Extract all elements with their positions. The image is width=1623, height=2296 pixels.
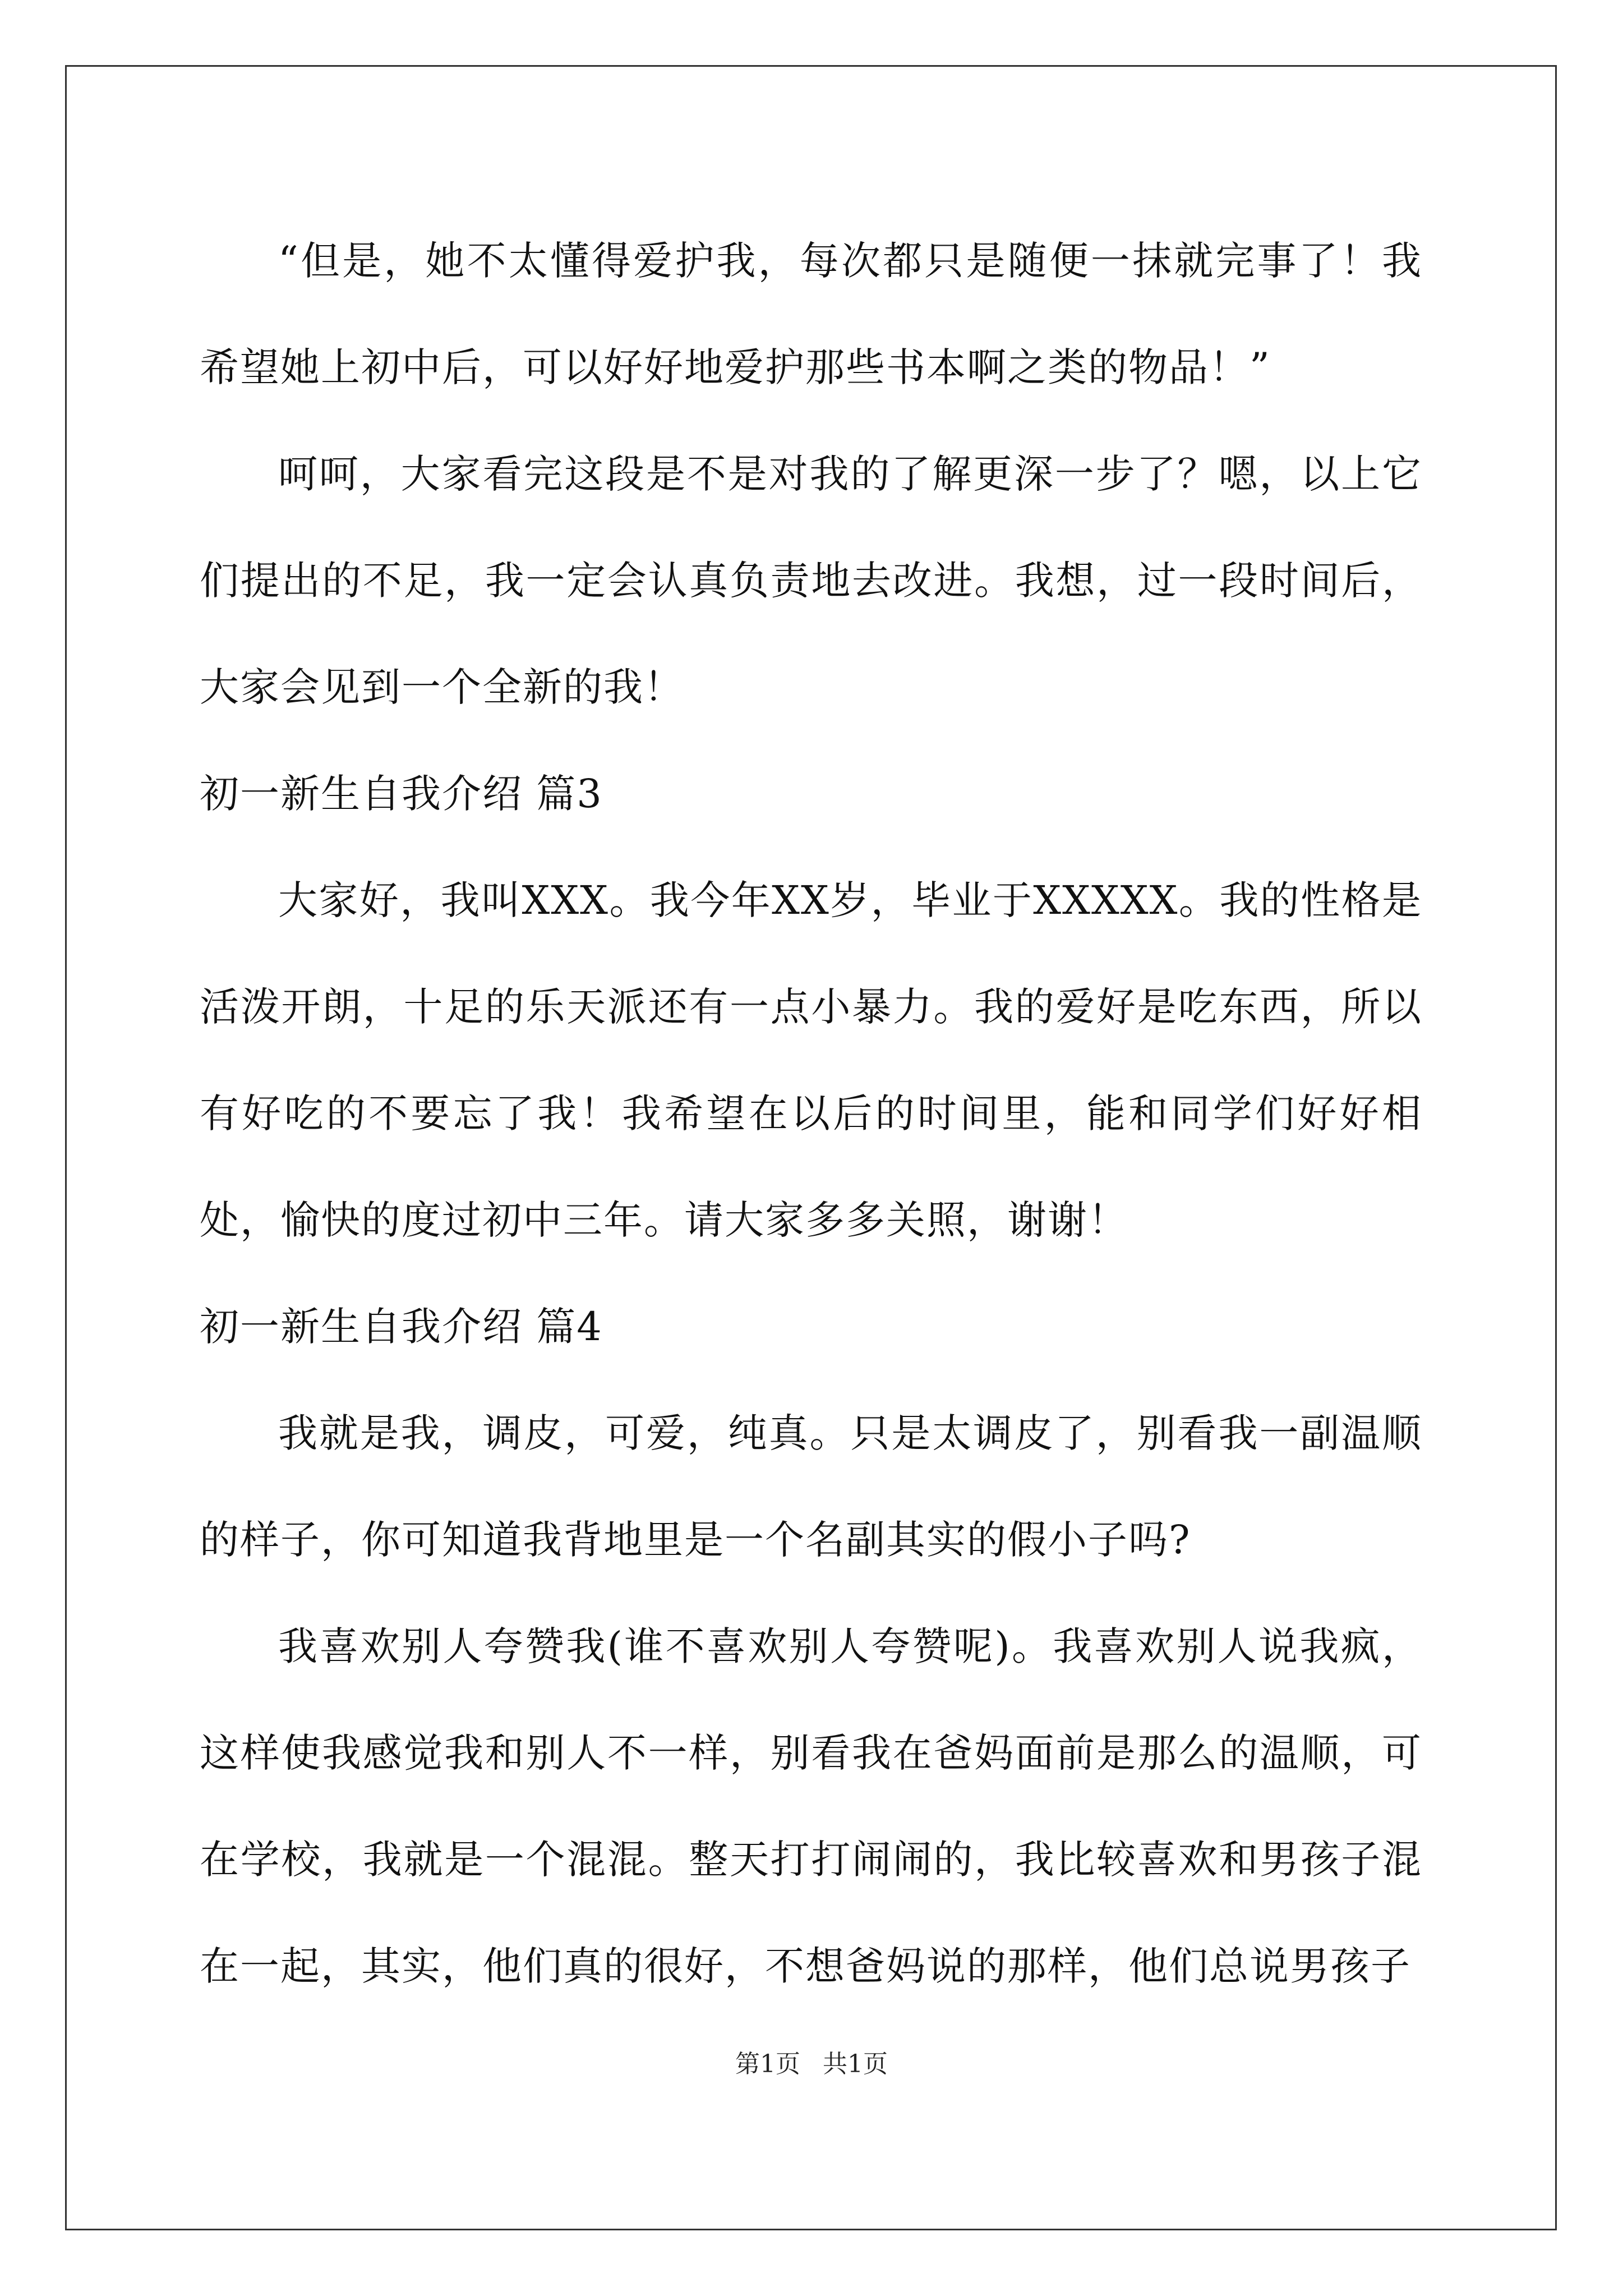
section-heading: 初一新生自我介绍 篇4 xyxy=(200,1304,603,1350)
paragraph: “但是，她不太懂得爱护我，每次都只是随便一抹就完事了！我希望她上初中后，可以好好地爱护那些书本啊之类的物品！” xyxy=(200,238,1422,390)
paragraph: 大家好，我叫XXX。我今年XX岁，毕业于XXXXX。我的性格是活泼开朗，十足的乐天派还有一点小暴力。我的爱好是吃东西，所以有好吃的不要忘了我！我希望在以后的时间里，能和同学们好好相处，愉快的度过初中三年。请大家多多关照，谢谢！ xyxy=(200,877,1422,1243)
section-heading: 初一新生自我介绍 篇3 xyxy=(200,771,603,817)
paragraph: 我就是我，调皮，可爱，纯真。只是太调皮了，别看我一副温顺的样子，你可知道我背地里是一个名副其实的假小子吗? xyxy=(200,1410,1422,1563)
paragraph: 我喜欢别人夸赞我(谁不喜欢别人夸赞呢)。我喜欢别人说我疯，这样使我感觉我和别人不一样，别看我在爸妈面前是那么的温顺，可在学校，我就是一个混混。整天打打闹闹的，我比较喜欢和男孩子混在一起，其实，他们真的很好，不想爸妈说的那样，他们总说男孩子 xyxy=(200,1623,1422,1989)
page-total: 共1页 xyxy=(823,2050,888,2078)
paragraph: 呵呵，大家看完这段是不是对我的了解更深一步了？嗯，以上它们提出的不足，我一定会认真负责地去改进。我想，过一段时间后，大家会见到一个全新的我！ xyxy=(200,451,1422,710)
page-number: 第1页 xyxy=(735,2050,800,2078)
document-body xyxy=(200,208,1422,2019)
page-footer xyxy=(0,2047,1623,2081)
